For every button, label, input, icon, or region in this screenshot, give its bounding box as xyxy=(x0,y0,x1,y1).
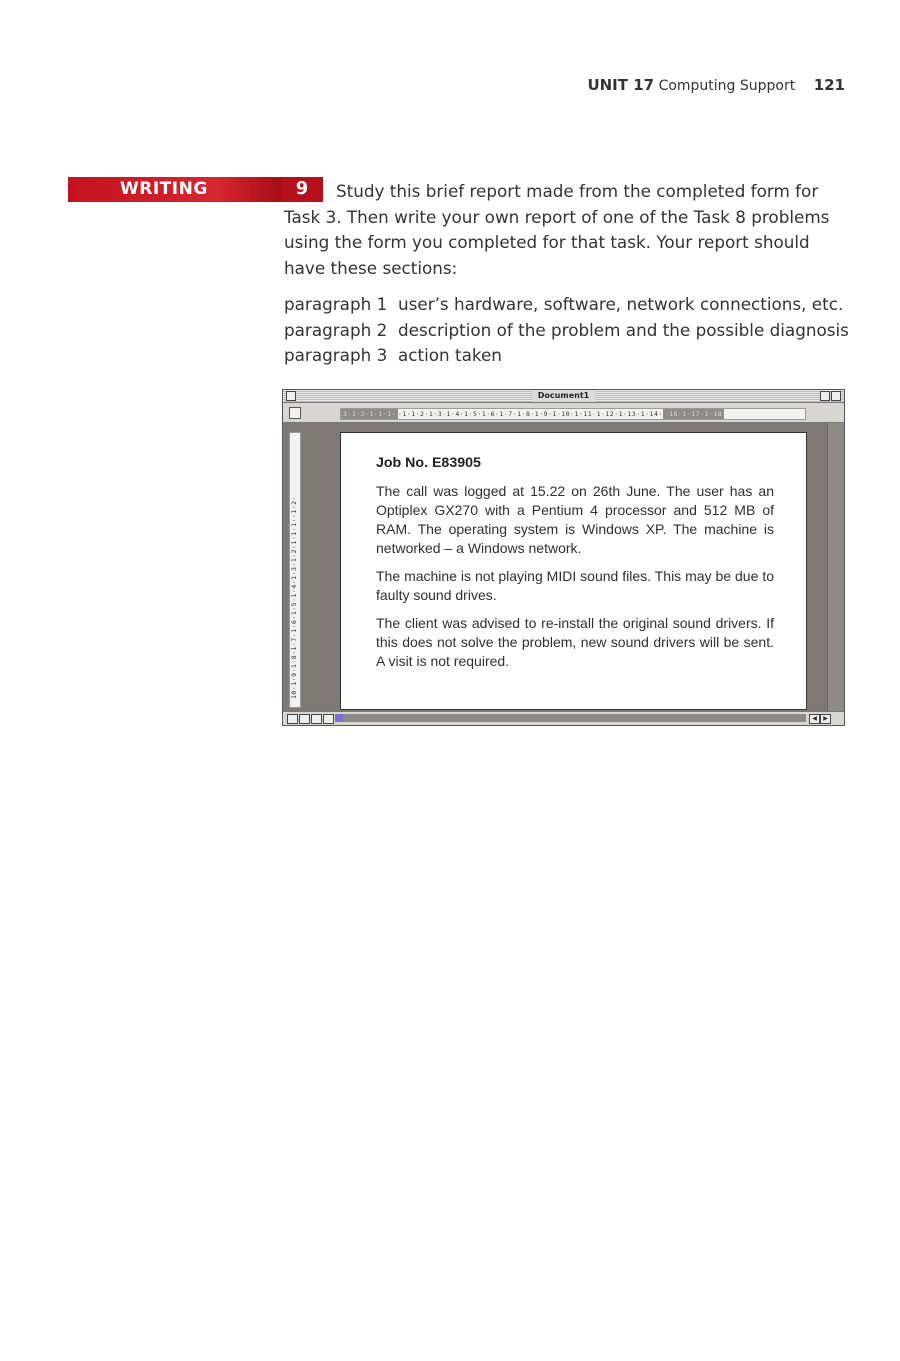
window-titlebar[interactable] xyxy=(283,390,844,403)
tab-selector-icon[interactable] xyxy=(289,407,301,419)
scroll-thumb[interactable] xyxy=(335,714,343,722)
unit-subject: Computing Support xyxy=(658,78,796,94)
window-title: Document1 xyxy=(532,390,595,402)
report-sections-list xyxy=(284,292,849,369)
scroll-right-arrow-icon[interactable]: ▶ xyxy=(820,714,831,724)
normal-view-icon[interactable] xyxy=(287,714,298,724)
section-text-3: action taken xyxy=(398,345,502,365)
horizontal-ruler[interactable] xyxy=(340,408,806,420)
status-bar xyxy=(283,711,844,725)
document-page[interactable] xyxy=(340,432,807,710)
exercise-number: 9 xyxy=(295,178,309,199)
outline-view-icon[interactable] xyxy=(323,714,334,724)
section-banner xyxy=(68,177,281,202)
section-label-1: paragraph 1 xyxy=(284,294,388,314)
online-layout-view-icon[interactable] xyxy=(299,714,310,724)
job-number-heading: Job No. E83905 xyxy=(376,455,481,471)
unit-number: UNIT 17 xyxy=(587,76,655,94)
report-paragraph-2: The machine is not playing MIDI sound files. This may be due to faulty sound drives. xyxy=(376,568,774,603)
ruler-left-margin: 3·1·2·1·1·1· xyxy=(343,410,396,418)
zoom-box-icon[interactable] xyxy=(820,391,830,401)
section-row xyxy=(284,292,849,318)
ruler-right-margin: ·16·1·17·1·18 xyxy=(664,410,723,418)
section-text-1: user’s hardware, software, network connections, etc. xyxy=(398,294,844,314)
page-header xyxy=(587,76,845,94)
collapse-box-icon[interactable] xyxy=(831,391,841,401)
section-row xyxy=(284,318,849,344)
section-row xyxy=(284,343,849,369)
vertical-scrollbar[interactable] xyxy=(827,423,844,711)
word-document-window xyxy=(282,389,845,726)
section-label-2: paragraph 2 xyxy=(284,319,388,340)
close-box-icon[interactable] xyxy=(286,391,296,401)
instructions-line1: Study this brief report made from the completed form for Task xyxy=(284,181,819,227)
section-label: WRITING xyxy=(120,179,208,199)
document-body xyxy=(376,455,774,680)
scroll-left-arrow-icon[interactable]: ◀ xyxy=(809,714,820,724)
section-text-2: description of the problem and the possible diagnosis xyxy=(398,319,849,340)
instructions-rest: 3. Then write your own report of one of the Task 8 problems using the form you completed for that task. Your report should have these sections: xyxy=(284,206,830,278)
vertical-ruler-ticks: 10·1·9·1·8·1·7·1·6·1·5·1·4·1·3·1·2·1·1·1··1·2· xyxy=(290,495,298,699)
report-paragraph-3: The client was advised to re-install the original sound drivers. If this does not solve the problem, new sound drivers will be sent. A visit is not required. xyxy=(376,615,774,669)
vertical-ruler[interactable] xyxy=(289,432,301,708)
section-label-3: paragraph 3 xyxy=(284,345,388,365)
page-number: 121 xyxy=(813,76,845,94)
ruler-bar xyxy=(283,403,844,423)
exercise-instructions xyxy=(284,179,844,281)
page-layout-view-icon[interactable] xyxy=(311,714,322,724)
report-paragraph-1: The call was logged at 15.22 on 26th June. The user has an Optiplex GX270 with a Pentium 4 processor and 512 MB of RAM. The operating system is Windows XP. The machine is networked – a Windows network. xyxy=(376,483,774,556)
horizontal-scrollbar[interactable] xyxy=(343,714,806,722)
ruler-ticks: ·1·1·2·1·3·1·4·1·5·1·6·1·7·1·8·1·9·1·10·1·11·1·12·1·13·1·14· xyxy=(397,410,663,418)
